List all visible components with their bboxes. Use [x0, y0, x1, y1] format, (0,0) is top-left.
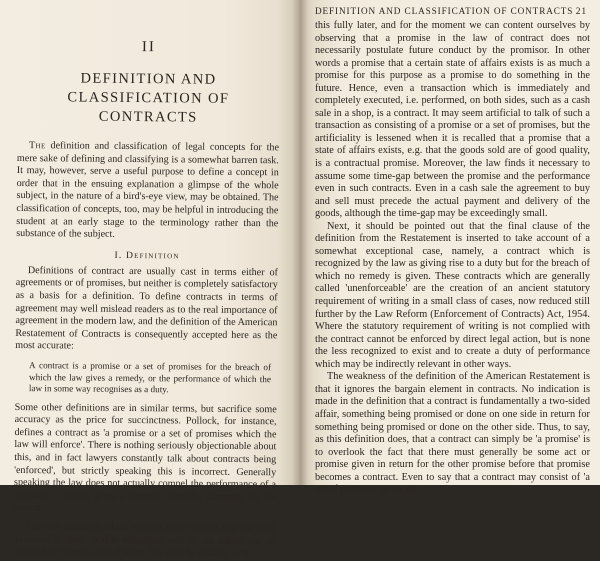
left-page-content: [13, 30, 280, 561]
intro-lead-word: The: [28, 140, 46, 152]
right-page: [299, 0, 600, 496]
right-page-content: [315, 20, 590, 497]
page-number: 21: [575, 7, 587, 17]
running-title: DEFINITION AND CLASSIFICATION OF CONTRACTS: [315, 6, 574, 16]
chapter-title: DEFINITION AND CLASSIFICATION OF CONTRACTS: [67, 70, 230, 126]
promise-paragraph: The next comment which requires to be made is that the word 'promise' is used in this definition, and in the whole law of contract in rather a special sense. We shall be dealing with: [13, 521, 276, 560]
intro-paragraph: [16, 140, 279, 243]
running-header: [315, 6, 587, 17]
weakness-paragraph: The weakness of the definition of the American Restatement is that it ignores the bargain element in contracts. No indication is made in the definition that a contract is fundamentally a two-sided affair, something being promised or done on one side in return for something being promised or done on the other side. Thus, to say, as this definition does, that a contract can simply be 'a promise' is to overlook the fact that there must generally be some act or promise given in return for the other promise before that promise becomes a contract. Even to say that a contract may consist of 'a set of promises' gives no: [315, 371, 590, 496]
definition-paragraph: Definitions of contract are usually cast in terms either of agreements or of promises, but neither is completely satisfactory as a basis for a definition. To define contracts in terms of agreement may well mislead readers as to the real importance of agreement in the modern law, and the definition of the American Restatement of Contracts is consequently accepted here as the most accurate:: [15, 264, 278, 352]
unenforceable-paragraph: Next, it should be pointed out that the final clause of the definition from the Restatement is inserted to take account of a somewhat exceptional case, namely, a contract which is recognized by the law as giving rise to a duty but for the breach of which no remedy is given. These contracts which are generally called 'unenforceable' are the creation of an ancient statutory requirement of writing in a small class of cases, now reduced still further by the Law Reform (Enforcement of Contracts) Act, 1954. Where the statutory requirement of writing is not complied with the contract cannot be enforced by direct legal action, but is none the less recognized to exist and to create a duty of performance which may be indirectly relevant in other ways.: [315, 220, 590, 370]
continuation-paragraph: this fully later, and for the moment we can content ourselves by observing that a promise in the law of contract does not necessarily postulate future conduct by the promisor. In other words a promise that a certain state of affairs exists is as much a promise for this purpose as a promise to do something in the future. Hence, even a transaction which is immediately and completely executed, i.e. performed, on both sides, such as a cash sale in a shop, is a contract. It may seem artificial to talk of such a transaction as consisting of a promise or a set of promises, but the artificiality is lessened when it is recalled that a promise that a state of affairs exists, e.g. that the goods sold are of good quality, is a contractual promise. Moreover, the law finds it necessary to assume some time-gap between the promise and the performance even in such contracts. Even in a cash sale the agreement to buy and sell must precede the actual payment and delivery of the goods, although the time-gap may be exceedingly small.: [315, 20, 590, 220]
chapter-number: II: [141, 39, 156, 56]
section-heading: I. Definition: [114, 249, 180, 262]
intro-text: definition and classification of legal concepts for the mere sake of defining and classifying is a somewhat barren task. It may, however, serve a useful purpose to define a concept in order that in the ensuing explanation a glimpse of the whole subject, in the nature of a bird's-eye view, may be obtained. The classification of concepts, too, may be helpful in introducing the student at an early stage to the terminology rather than the substance of the subject.: [16, 140, 280, 241]
other-definitions-paragraph: Some other definitions are in similar terms, but sacrifice some accuracy as the price for succinctness. Pollock, for instance, defines a contract as 'a promise or a set of promises which the law will enforce'. There is nothing seriously objectionable about this, and in fact lawyers constantly talk about contracts being 'enforced', but strictly speaking this is incorrect. Generally speaking the law does not actually compel the performance of a contract, it merely gives a remedy, normally damages, for the breach.: [13, 401, 277, 514]
left-page: [0, 0, 299, 560]
restatement-quote: A contract is a promise or a set of promises for the breach of which the law gives a remedy, or the performance of which the law in some way recognises as a duty.: [28, 360, 272, 395]
